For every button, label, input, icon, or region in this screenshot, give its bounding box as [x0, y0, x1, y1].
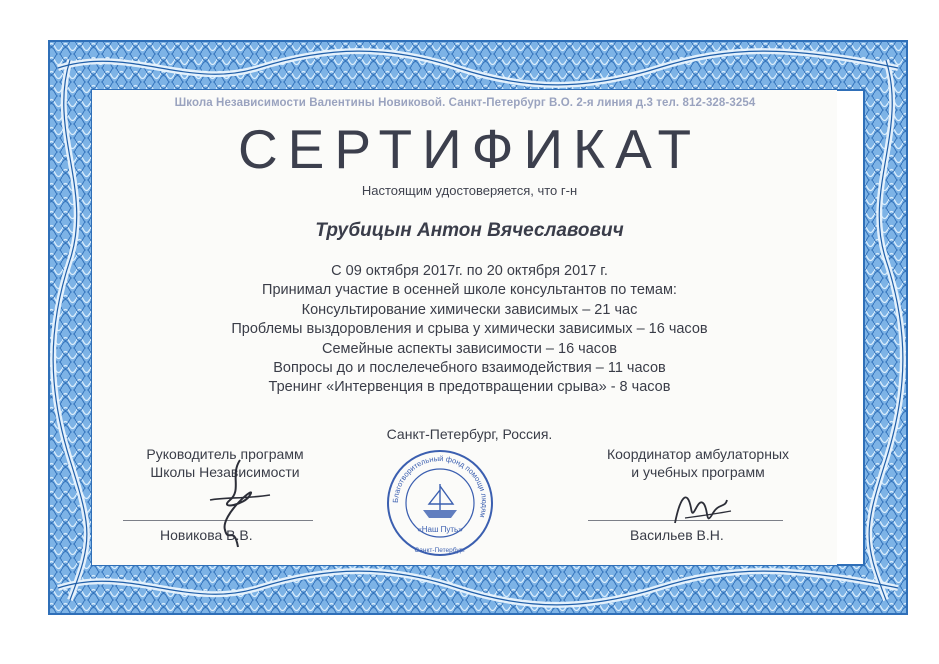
topic-line: Консультирование химически зависимых – 21 час	[301, 301, 638, 318]
city-line: Санкт-Петербург, Россия.	[386, 426, 553, 442]
stamp-outer-text: Благотворительный фонд помощи людям	[390, 453, 490, 519]
stamp-bottom-text: Санкт-Петербург	[414, 547, 466, 554]
right-handwritten-signature	[665, 478, 735, 538]
recipient-name: Трубицын Антон Вячеславович	[315, 220, 624, 241]
organization-stamp	[385, 448, 495, 558]
left-title-line1: Руководитель программ	[146, 446, 304, 462]
left-signatory-name: Новикова В.В.	[160, 527, 253, 543]
participation-line: Принимал участие в осенней школе консультантов по темам:	[262, 282, 677, 299]
topic-line: Семейные аспекты зависимости – 16 часов	[322, 340, 617, 357]
topic-line: Проблемы выздоровления и срыва у химически зависимых – 16 часов	[231, 321, 708, 338]
course-details	[0, 262, 939, 398]
right-signatory-title	[578, 445, 818, 481]
left-title-line2: Школы Независимости	[150, 464, 300, 480]
certificate-title: СЕРТИФИКАТ	[237, 118, 702, 180]
date-range-line: С 09 октября 2017г. по 20 октября 2017 г.	[331, 263, 608, 279]
right-title-line2: и учебных программ	[631, 464, 765, 480]
stamp-center-text: «Наш Путь»	[417, 525, 463, 534]
topic-line: Тренинг «Интервенция в предотвращении срыва» - 8 часов	[268, 379, 671, 396]
intro-text: Настоящим удостоверяется, что г-н	[361, 183, 578, 198]
left-handwritten-signature	[200, 455, 280, 550]
topic-line: Вопросы до и послелечебного взаимодействия – 11 часов	[273, 360, 666, 377]
right-title-line1: Координатор амбулаторных	[606, 446, 790, 462]
right-signatory-name: Васильев В.Н.	[630, 527, 724, 543]
school-header-line: Школа Независимости Валентины Новиковой. Санкт-Петербург В.О. 2-я линия д.3 тел. 812-328-3254	[174, 97, 756, 109]
